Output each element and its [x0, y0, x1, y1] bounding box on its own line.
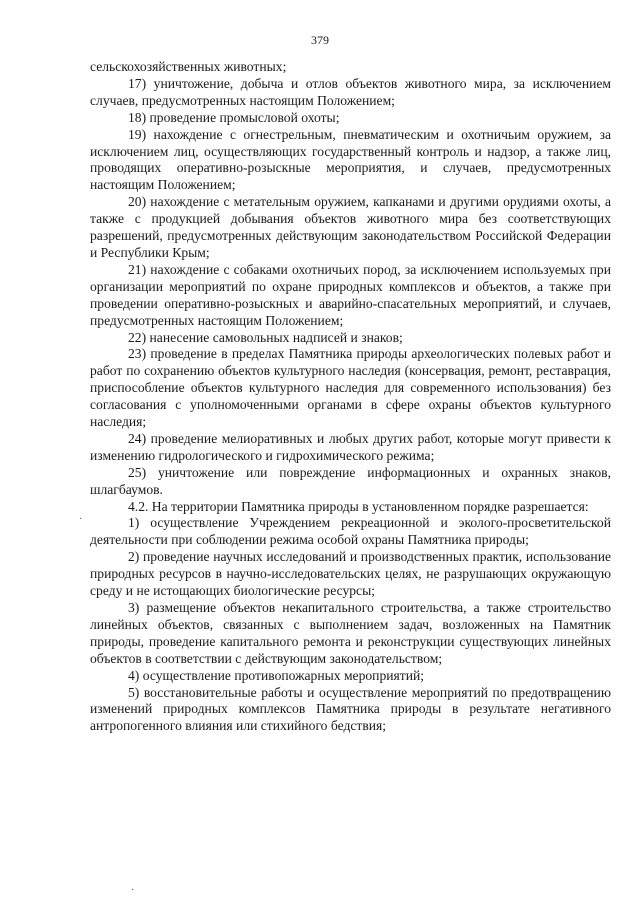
page-number: 379	[311, 33, 329, 47]
paragraph: 3) размещение объектов некапитального строительства, а также строительство линейных объектов, связанных с выполнением задач, возложенных на Памятник природы, проведение капитального ремонта и реконструкции существующих линейных объектов в соответствии с действующим законодательством;	[90, 600, 611, 666]
paragraph: 24) проведение мелиоративных и любых других работ, которые могут привести к изменению гидрологического и гидрохимического режима;	[90, 430, 611, 463]
paragraph: 2) проведение научных исследований и производственных практик, использование природных ресурсов в научно-исследовательских целях, не разрушающих окружающую среду и не истощающих биологические ресурсы;	[90, 549, 611, 599]
paragraph: 17) уничтожение, добыча и отлов объектов животного мира, за исключением случаев, предусмотренных настоящим Положением;	[90, 75, 611, 108]
paragraph: 4) осуществление противопожарных мероприятий;	[128, 667, 425, 683]
paragraph: 19) нахождение с огнестрельным, пневматическим и охотничьим оружием, за исключением лиц, осуществляющих государственный контроль и надзор, а также лиц, проводящих оперативно-розыскные мероприятия, и случаев, предусмотренных настоящим Положением;	[90, 126, 611, 193]
paragraph: 23) проведение в пределах Памятника природы археологических полевых работ и работ по сохранению объектов культурного наследия (консервация, ремонт, реставрация, приспособление объектов культурного наследия для современного использования) без согласования с уполномоченными органами в сфере охраны объектов культурного наследия;	[90, 346, 611, 430]
paragraph: 1) осуществление Учреждением рекреационной и эколого-просветительской деятельности при соблюдении режима особой охраны Памятника природы;	[90, 515, 611, 548]
paragraph: 20) нахождение с метательным оружием, капканами и другими орудиями охоты, а также с продукцией добывания объектов животного мира без соответствующих разрешений, предусмотренных действующим законодательством Российской Федерации и Республики Крым;	[90, 194, 611, 260]
document-body	[90, 59, 611, 735]
scan-speck: ·	[131, 885, 135, 896]
paragraph: 22) нанесение самовольных надписей и знаков;	[128, 329, 403, 345]
paragraph: 21) нахождение с собаками охотничьих пород, за исключением используемых при организации мероприятий по охране природных комплексов и объектов, а также при проведении оперативно-розыскных и аварийно-спасательных мероприятий, и случаев, предусмотренных настоящим Положением;	[90, 261, 611, 328]
paragraph: 25) уничтожение или повреждение информационных и охранных знаков, шлагбаумов.	[90, 464, 611, 497]
paragraph: 5) восстановительные работы и осуществление мероприятий по предотвращению изменений природных комплексов Памятника природы в результате негативного антропогенного влияния или стихийного бедствия;	[90, 684, 611, 734]
scan-speck: ·	[79, 514, 83, 525]
paragraph: 4.2. На территории Памятника природы в установленном порядке разрешается:	[128, 498, 589, 514]
paragraph: сельскохозяйственных животных;	[90, 59, 287, 74]
paragraph: 18) проведение промысловой охоты;	[128, 109, 340, 125]
